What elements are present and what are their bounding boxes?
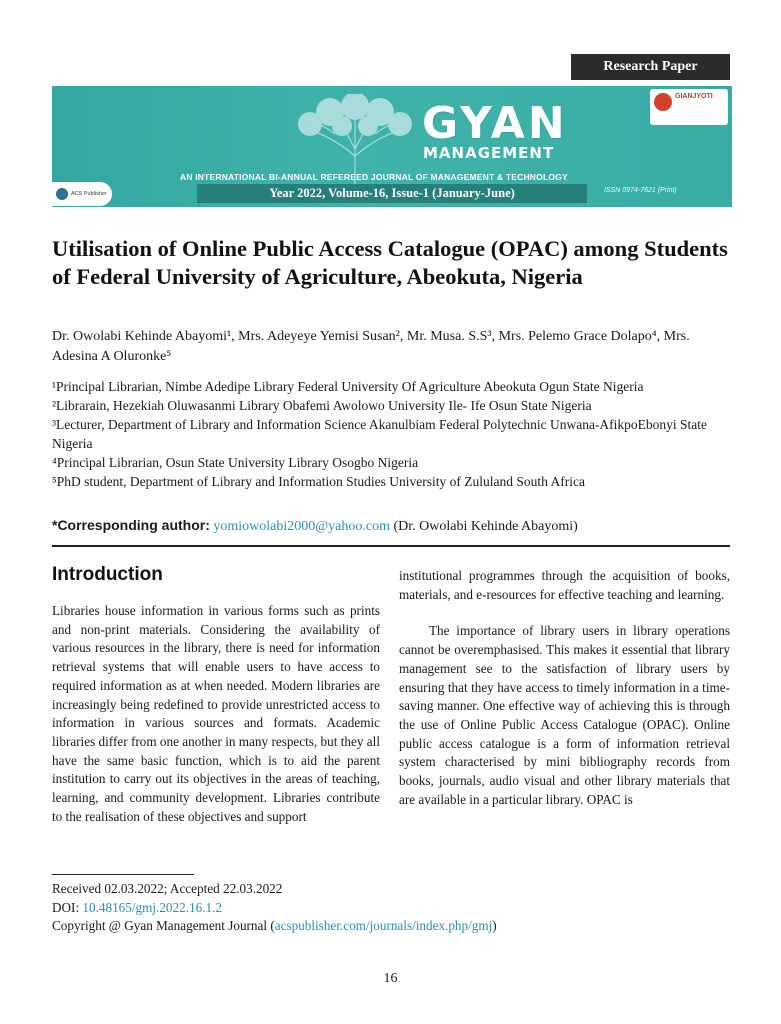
affiliation-item: ¹Principal Librarian, Nimbe Adedipe Library Federal University Of Agriculture Abeokuta Ogun State Nigeria (52, 379, 644, 394)
body-column-left (52, 602, 380, 826)
copyright-line (52, 917, 730, 936)
body-paragraph: Libraries house information in various forms such as prints and non-print materials. Considering the availability of various resources in the library, there is need for information retrieval systems that will enable users to have access to required information as at when needed. Modern libraries are increasingly being redefined to provide unrestricted access to information in various sources and formats. Academic libraries differ from one another in many respects, but they all have the same basic function, which is to aid the parent institution to carry out its objectives in the areas of teaching, learning, and community development. Libraries contribute to the realisation of these objectives and support (52, 603, 380, 824)
article-type-tag: Research Paper (571, 54, 730, 80)
journal-logo-subtext: MANAGEMENT (423, 144, 555, 162)
affiliation-item: ⁵PhD student, Department of Library and Information Studies University of Zululand South Africa (52, 474, 585, 489)
copyright-prefix: Copyright @ Gyan Management Journal ( (52, 918, 275, 933)
doi-link[interactable]: 10.48165/gmj.2022.16.1.2 (82, 899, 222, 915)
institute-emblem-icon (654, 93, 672, 111)
issn: ISSN 0974-7621 (Print) (604, 187, 677, 194)
body-paragraph: institutional programmes through the acquisition of books, materials, and e-resources for effective teaching and learning. (399, 568, 730, 602)
institute-logo (650, 89, 728, 125)
section-heading: Introduction (52, 564, 163, 585)
doi-line (52, 899, 730, 918)
article-title: Utilisation of Online Public Access Catalogue (OPAC) among Students of Federal University of Agriculture, Abeokuta, Nigeria (52, 236, 728, 289)
journal-banner (52, 86, 732, 207)
page-number: 16 (383, 971, 398, 986)
affiliation-item: ⁴Principal Librarian, Osun State University Library Osogbo Nigeria (52, 455, 419, 470)
institute-logo-text: GIANJYOTI (675, 93, 713, 100)
author-list: Dr. Owolabi Kehinde Abayomi¹, Mrs. Adeyeye Yemisi Susan², Mr. Musa. S.S³, Mrs. Pelemo Grace Dolapo⁴, Mrs. Adesina A Oluronke⁵ (52, 329, 690, 364)
section-divider (52, 545, 730, 547)
corresponding-name: (Dr. Owolabi Kehinde Abayomi) (393, 519, 578, 534)
corresponding-author (52, 515, 730, 537)
corresponding-email-link[interactable]: yomiowolabi2000@yahoo.com (213, 519, 390, 534)
received-dates: Received 02.03.2022; Accepted 22.03.2022 (52, 881, 283, 896)
affiliations (52, 377, 730, 491)
affiliation-item: ³Lecturer, Department of Library and Information Science Akanulbiam Federal Polytechnic Unwana-AfikpoEbonyi State Nigeria (52, 417, 708, 451)
publisher-logo (52, 182, 112, 206)
corresponding-label: *Corresponding author: (52, 517, 210, 533)
journal-url-link[interactable]: acspublisher.com/journals/index.php/gmj (274, 918, 493, 933)
issue-info: Year 2022, Volume-16, Issue-1 (January-June) (197, 184, 587, 203)
body-column-right (399, 567, 730, 809)
body-paragraph: The importance of library users in library operations cannot be overemphasised. This makes it essential that library management see to the satisfaction of library users by ensuring that they have access to timely information in a time-saving manner. One effective way of achieving this is through the use of Online Public Access Catalogue (OPAC). Online public access catalogue is a form of information retrieval system characterised by mini bibliography records from books, journals, audio visual and other library materials that are available in a particular library. OPAC is (399, 623, 730, 807)
article-footnote (52, 880, 730, 936)
journal-tagline: AN INTERNATIONAL BI-ANNUAL REFEREED JOURNAL OF MANAGEMENT & TECHNOLOGY (180, 172, 568, 182)
footnote-divider (52, 874, 194, 875)
doi-label: DOI: (52, 899, 80, 915)
affiliation-item: ²Librarain, Hezekiah Oluwasanmi Library Obafemi Awolowo University Ile- Ife Osun State Nigeria (52, 398, 592, 413)
publisher-emblem-icon (56, 188, 68, 200)
publisher-logo-text: ACS Publisher (71, 191, 107, 197)
institute-logo-fine-print (675, 100, 713, 105)
journal-logo-text: GYAN (422, 98, 568, 149)
copyright-suffix: ) (492, 918, 497, 933)
